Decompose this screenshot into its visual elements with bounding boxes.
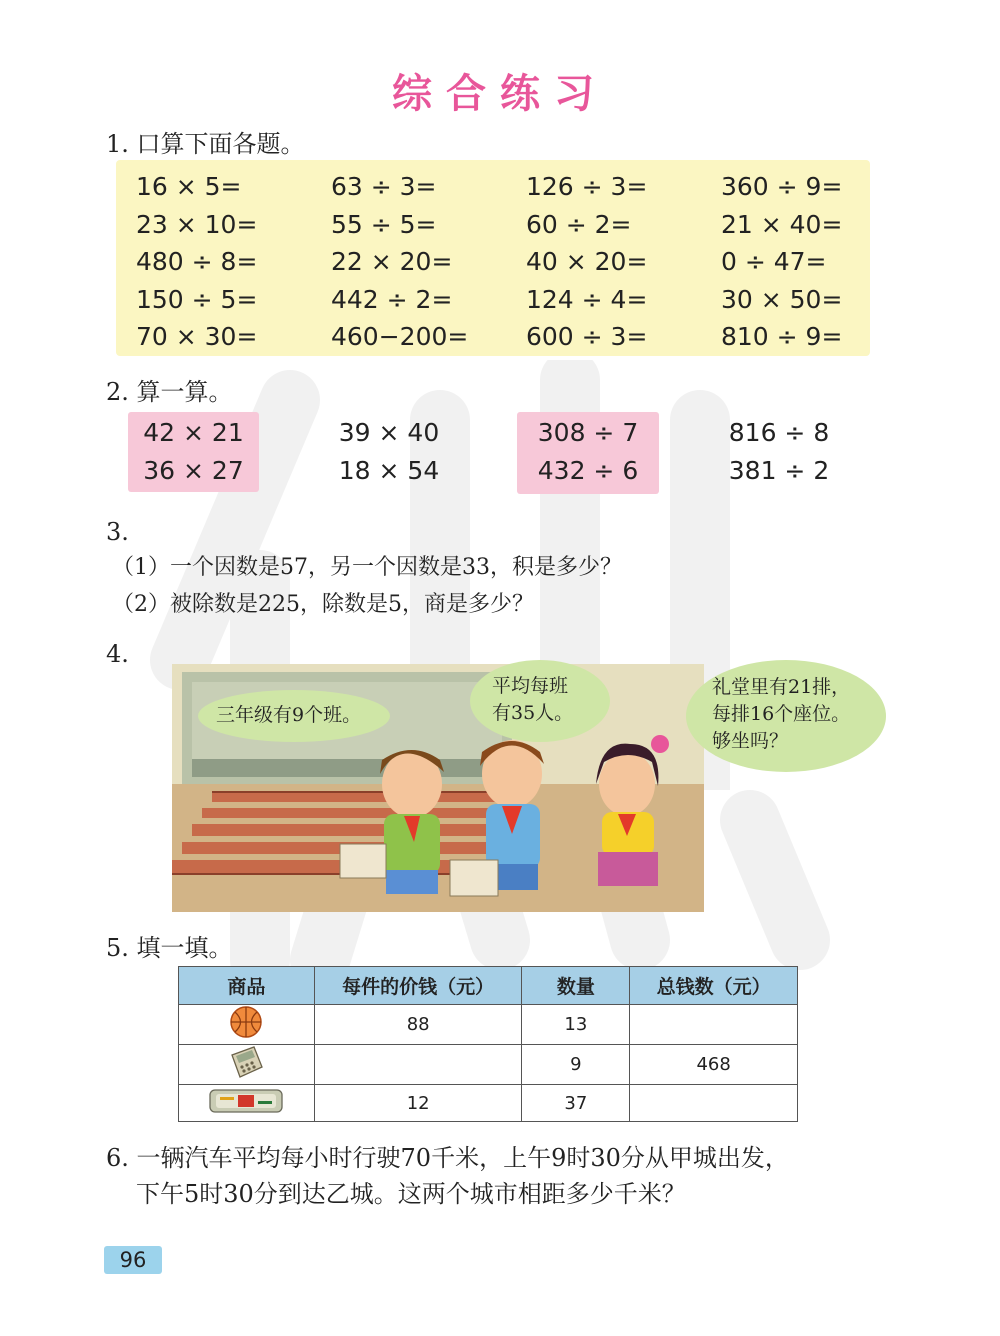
question-2-label: 2. 算一算。 — [106, 378, 233, 406]
calc-item: 36 × 27 — [143, 456, 244, 485]
question-4-label: 4. — [106, 640, 129, 668]
table-row — [179, 1005, 798, 1045]
question-3-label: 3. — [106, 518, 129, 546]
oral-calc-item: 40 × 20= — [526, 247, 648, 276]
question-3-item-2: （2）被除数是225，除数是5，商是多少？ — [112, 592, 534, 617]
oral-calc-item: 810 ÷ 9= — [721, 322, 843, 351]
calc-item: 18 × 54 — [338, 456, 440, 485]
price-cell: 12 — [314, 1085, 522, 1122]
oral-calc-item: 126 ÷ 3= — [526, 172, 648, 201]
question-3-item-1: （1）一个因数是57，另一个因数是33，积是多少？ — [112, 555, 622, 580]
oral-calc-item: 480 ÷ 8= — [136, 247, 258, 276]
oral-calc-item: 600 ÷ 3= — [526, 322, 648, 351]
price-cell — [314, 1045, 522, 1085]
calc-group-3 — [517, 412, 659, 494]
oral-calc-item: 63 ÷ 3= — [331, 172, 437, 201]
calc-item: 432 ÷ 6 — [537, 456, 639, 485]
qty-cell: 13 — [522, 1005, 630, 1045]
oral-calc-item: 23 × 10= — [136, 209, 258, 239]
table-row — [179, 1085, 798, 1122]
calc-item: 39 × 40 — [338, 418, 440, 447]
pencil-case-icon — [208, 1086, 284, 1116]
calc-group-4 — [714, 414, 844, 490]
speech-bubble-2-line-2: 有35人。 — [492, 702, 574, 724]
question-5-label: 5. 填一填。 — [106, 934, 233, 962]
question-6-line-1: 6. 一辆汽车平均每小时行驶70千米，上午9时30分从甲城出发， — [106, 1144, 789, 1172]
calc-item: 308 ÷ 7 — [537, 418, 639, 447]
oral-calc-item: 460−200= — [331, 322, 469, 351]
oral-calc-item: 21 × 40= — [721, 209, 843, 239]
calc-group-2 — [324, 414, 454, 490]
calc-item: 816 ÷ 8 — [728, 418, 830, 447]
page-title: 综合练习 — [392, 71, 608, 117]
table-header-cell: 数量 — [522, 967, 630, 1005]
oral-calc-item: 70 × 30= — [136, 322, 258, 351]
speech-bubble-1 — [198, 690, 390, 742]
total-cell — [630, 1005, 798, 1045]
table-header-cell: 商品 — [179, 967, 315, 1005]
speech-bubble-2-line-1: 平均每班 — [492, 675, 569, 697]
item-cell — [179, 1005, 315, 1045]
oral-calc-item: 22 × 20= — [331, 247, 453, 276]
table-header-cell: 每件的价钱（元） — [314, 967, 522, 1005]
oral-calc-item: 442 ÷ 2= — [331, 284, 453, 314]
page-number: 96 — [104, 1246, 162, 1274]
price-table — [178, 966, 798, 1122]
oral-calc-grid — [136, 168, 871, 356]
oral-calc-item: 0 ÷ 47= — [721, 247, 827, 276]
oral-calc-item: 150 ÷ 5= — [136, 284, 258, 314]
calc-item: 381 ÷ 2 — [728, 456, 830, 485]
calc-item: 42 × 21 — [143, 418, 244, 447]
oral-calc-item: 16 × 5= — [136, 172, 242, 201]
question-1-label: 1. 口算下面各题。 — [106, 130, 305, 158]
calculator-icon — [226, 1045, 266, 1079]
item-cell — [179, 1045, 315, 1085]
question-6-line-2: 下午5时30分到达乙城。这两个城市相距多少千米？ — [136, 1180, 686, 1208]
speech-bubble-2 — [470, 660, 610, 742]
oral-calc-item: 360 ÷ 9= — [721, 172, 843, 201]
oral-calc-item: 60 ÷ 2= — [526, 209, 632, 239]
speech-bubble-3-line-1: 礼堂里有21排， — [712, 676, 851, 698]
speech-bubble-3 — [686, 660, 886, 772]
table-row — [179, 1045, 798, 1085]
speech-bubble-1-text: 三年级有9个班。 — [216, 704, 362, 726]
item-cell — [179, 1085, 315, 1122]
oral-calc-item: 124 ÷ 4= — [526, 284, 648, 314]
oral-calc-item: 30 × 50= — [721, 284, 843, 314]
table-header-row — [179, 967, 798, 1005]
price-cell: 88 — [314, 1005, 522, 1045]
total-cell: 468 — [630, 1045, 798, 1085]
oral-calc-box — [116, 160, 870, 356]
total-cell — [630, 1085, 798, 1122]
speech-bubble-3-line-2: 每排16个座位。 — [712, 703, 851, 725]
oral-calc-item: 55 ÷ 5= — [331, 209, 437, 239]
table-header-cell: 总钱数（元） — [630, 967, 798, 1005]
calc-group-1 — [128, 412, 259, 492]
basketball-icon — [226, 1005, 266, 1039]
speech-bubble-3-line-3: 够坐吗？ — [712, 730, 789, 752]
qty-cell: 9 — [522, 1045, 630, 1085]
qty-cell: 37 — [522, 1085, 630, 1122]
